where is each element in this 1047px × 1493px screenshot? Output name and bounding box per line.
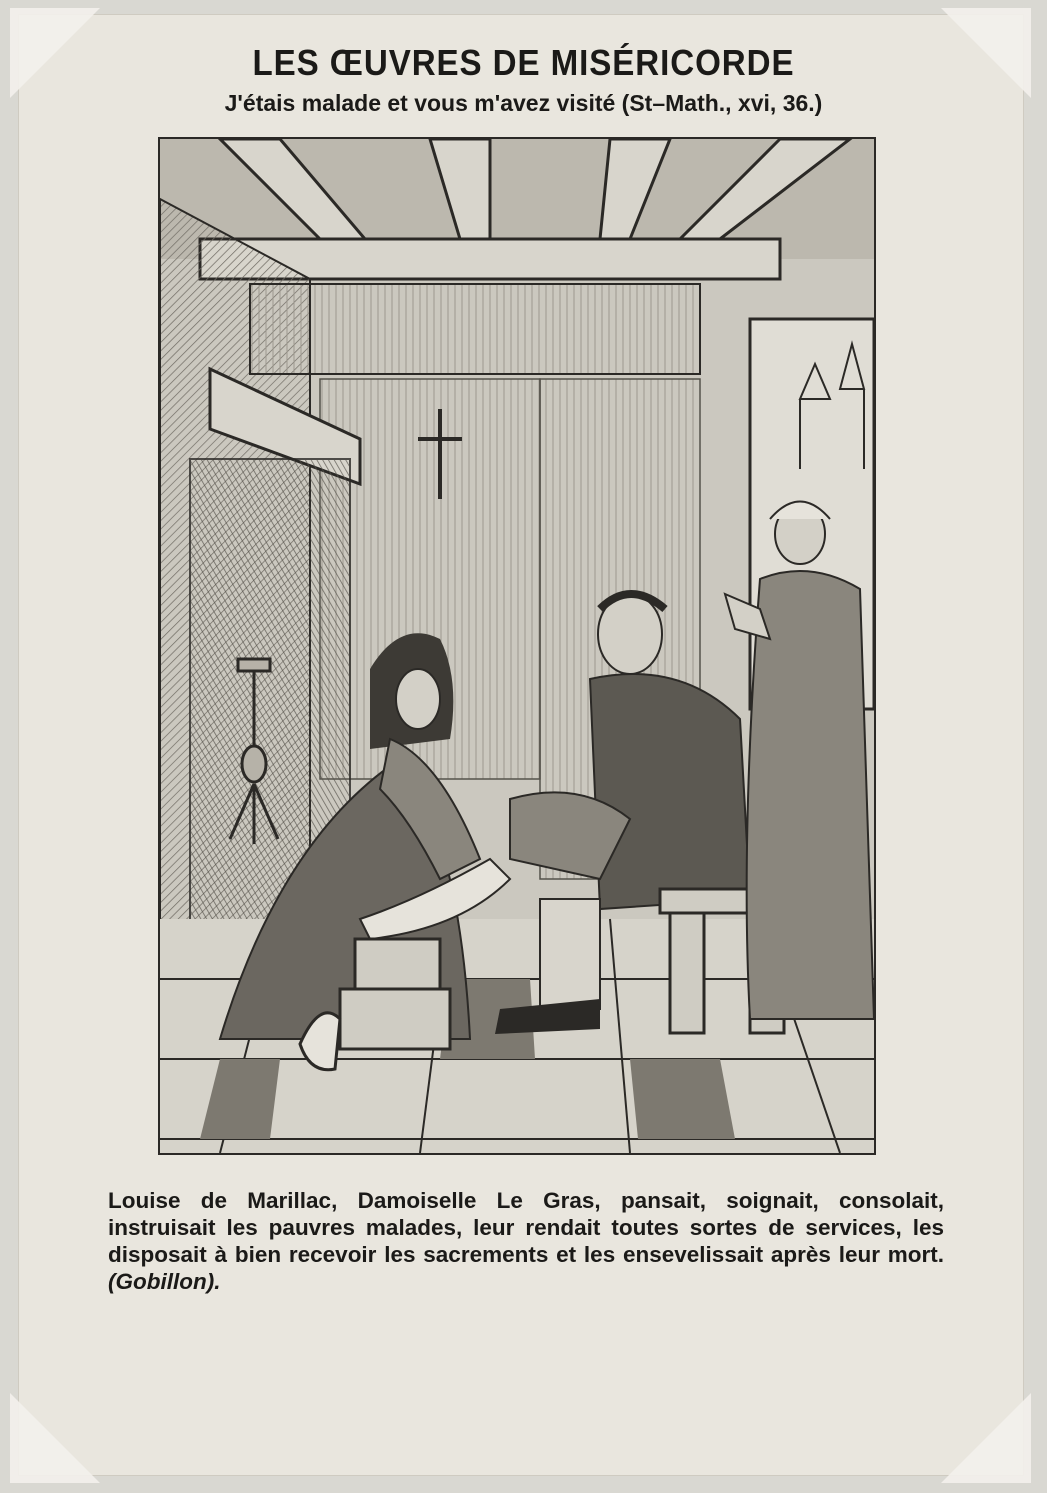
caption-block <box>108 1187 944 1295</box>
caption-text: Louise de Marillac, Damoiselle Le Gras, pansait, soignait, consolait, instruisait les pauvres malades, leur rendait toutes sortes de services, les disposait à bien recevoir les sacrements et les ensevelissait après leur mort. <box>108 1188 944 1267</box>
engraving-scene <box>160 139 874 1153</box>
bed-canopy <box>250 284 700 374</box>
caption-source: (Gobillon). <box>108 1269 221 1294</box>
card-subtitle: J'étais malade et vous m'avez visité (St–Math., xvi, 36.) <box>224 90 823 116</box>
card-title: LES ŒUVRES DE MISÉRICORDE <box>252 42 795 83</box>
engraving-illustration <box>158 137 876 1155</box>
